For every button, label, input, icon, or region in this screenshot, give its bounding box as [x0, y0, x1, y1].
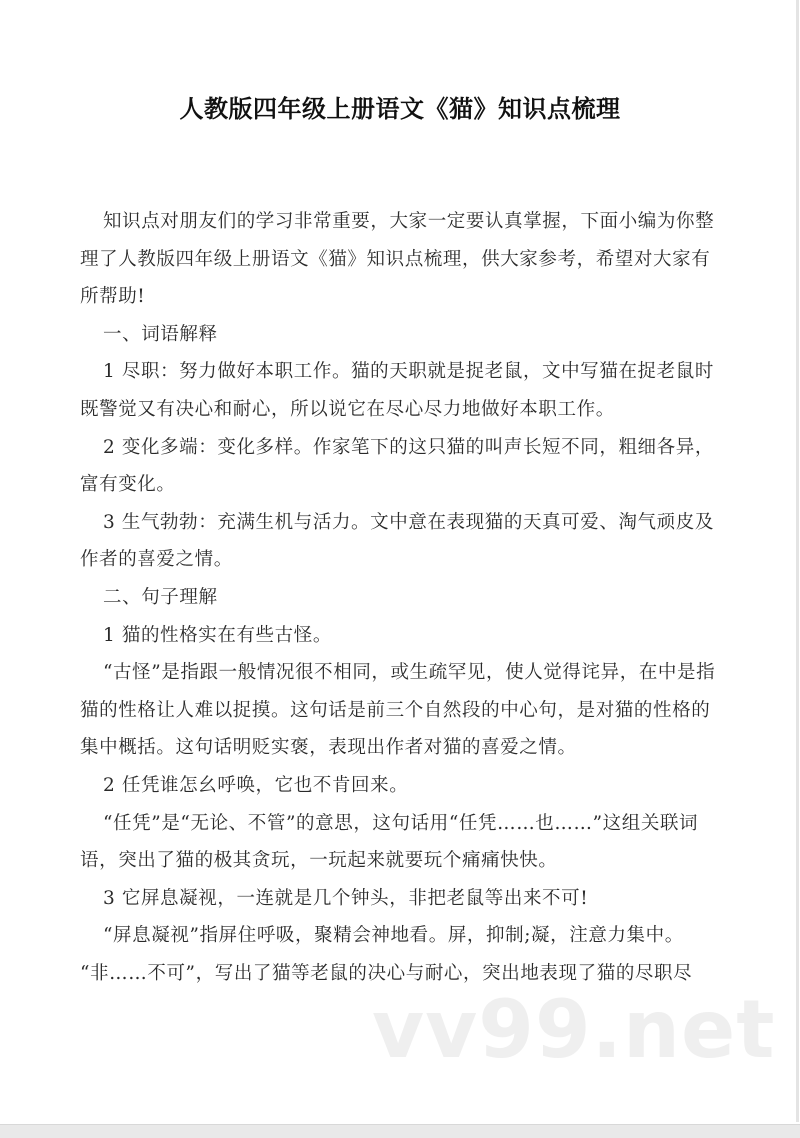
sentence-item-2: 2 任凭谁怎幺呼唤，它也不肯回来。 [103, 774, 409, 796]
vocab-item-1: 1 尽职：努力做好本职工作。猫的天职就是捉老鼠，文中写猫在捉老鼠时既警觉又有决心和耐心，所以说它在尽心尽力地做好本职工作。 [80, 361, 714, 420]
intro-paragraph: 知识点对朋友们的学习非常重要，大家一定要认真掌握，下面小编为你整理了人教版四年级上册语文《猫》知识点梳理，供大家参考，希望对大家有所帮助! [80, 211, 715, 308]
section-heading-sentences: 二、句子理解 [103, 586, 218, 608]
sentence-explanation-1: “古怪”是指跟一般情况很不相同，或生疏罕见，使人觉得诧异，在中是指猫的性格让人难以捉摸。这句话是前三个自然段的中心句，是对猫的性格的集中概括。这句话明贬实褒，表现出作者对猫的喜爱之情。 [80, 662, 716, 759]
vocab-item-3: 3 生气勃勃：充满生机与活力。文中意在表现猫的天真可爱、淘气顽皮及作者的喜爱之情。 [80, 511, 714, 571]
sentence-item-1: 1 猫的性格实在有些古怪。 [103, 624, 332, 646]
sentence-item-3: 3 它屏息凝视，一连就是几个钟头，非把老鼠等出来不可! [103, 887, 589, 909]
sentence-explanation-3b: “非……不可”，写出了猫等老鼠的决心与耐心，突出地表现了猫的尽职尽 [80, 962, 693, 984]
page-bottom-edge [0, 1124, 800, 1138]
document-body [80, 203, 720, 992]
sentence-explanation-2: “任凭”是“无论、不管”的意思，这句话用“任凭……也……”这组关联词语，突出了猫的极其贪玩，一玩起来就要玩个痛痛快快。 [80, 812, 699, 872]
vocab-item-2: 2 变化多端：变化多样。作家笔下的这只猫的叫声长短不同，粗细各异，富有变化。 [80, 436, 714, 496]
section-heading-vocabulary: 一、词语解释 [103, 323, 218, 345]
sentence-explanation-3a: “屏息凝视”指屏住呼吸，聚精会神地看。屏，抑制;凝，注意力集中。 [103, 925, 684, 947]
watermark-text: vv99.net [372, 983, 776, 1076]
document-title: 人教版四年级上册语文《猫》知识点梳理 [179, 95, 621, 123]
